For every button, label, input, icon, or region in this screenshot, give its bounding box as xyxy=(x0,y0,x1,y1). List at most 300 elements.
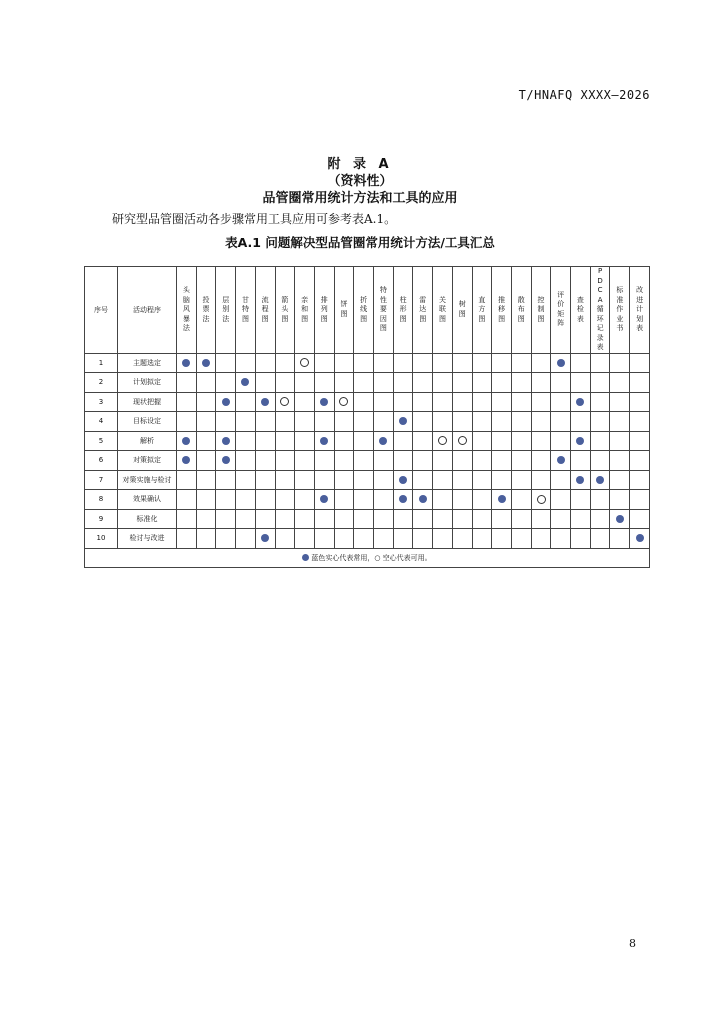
tool-cell xyxy=(236,392,256,412)
tool-cell xyxy=(610,451,630,471)
tool-cell xyxy=(334,373,354,393)
tool-cell xyxy=(551,353,571,373)
tool-cell xyxy=(413,470,433,490)
tool-cell xyxy=(354,509,374,529)
tool-cell xyxy=(590,353,610,373)
tool-cell xyxy=(433,490,453,510)
header-tool-label: 树图 xyxy=(458,300,466,318)
tool-cell xyxy=(393,353,413,373)
tool-cell xyxy=(413,412,433,432)
tool-cell xyxy=(314,529,334,549)
header-tool-label: 评价矩阵 xyxy=(557,290,565,328)
tool-cell xyxy=(196,509,216,529)
tool-cell xyxy=(295,490,315,510)
header-tool-label: 控制图 xyxy=(537,295,545,323)
tool-cell xyxy=(275,412,295,432)
tool-cell xyxy=(472,490,492,510)
tool-cell xyxy=(413,509,433,529)
tool-cell xyxy=(452,412,472,432)
tool-cell xyxy=(275,490,295,510)
tool-cell xyxy=(413,353,433,373)
tool-cell xyxy=(531,509,551,529)
tool-cell xyxy=(571,509,591,529)
tool-cell xyxy=(610,373,630,393)
tool-cell xyxy=(531,470,551,490)
tool-cell xyxy=(571,529,591,549)
header-tool-label: 特性要因图 xyxy=(379,286,387,332)
hollow-dot-icon xyxy=(438,436,447,445)
tool-cell xyxy=(610,529,630,549)
header-tool-label: 关联图 xyxy=(438,295,446,323)
solid-dot-icon xyxy=(241,378,249,386)
tool-cell xyxy=(630,353,650,373)
solid-dot-icon xyxy=(261,534,269,542)
solid-dot-icon xyxy=(557,456,565,464)
tool-cell xyxy=(334,490,354,510)
tool-cell xyxy=(433,509,453,529)
tool-cell xyxy=(196,529,216,549)
tool-cell xyxy=(531,529,551,549)
tool-cell xyxy=(354,490,374,510)
tool-cell xyxy=(196,451,216,471)
table-row xyxy=(85,509,650,529)
tool-cell xyxy=(610,509,630,529)
header-tool-label: 饼图 xyxy=(340,300,348,318)
tool-cell xyxy=(295,392,315,412)
solid-dot-icon xyxy=(379,437,387,445)
header-tool-label: 箭头图 xyxy=(281,295,289,323)
tool-cell xyxy=(374,412,394,432)
tool-cell xyxy=(472,509,492,529)
tool-cell xyxy=(255,373,275,393)
step-number: 2 xyxy=(85,373,118,393)
document-code: T/HNAFQ XXXX—2026 xyxy=(518,88,650,102)
header-tool-label: 投票法 xyxy=(202,295,210,323)
tool-cell xyxy=(551,412,571,432)
header-tool xyxy=(354,267,374,354)
tool-cell xyxy=(590,529,610,549)
tool-cell xyxy=(413,431,433,451)
tool-cell xyxy=(531,451,551,471)
tool-cell xyxy=(177,353,197,373)
tool-cell xyxy=(492,412,512,432)
tool-cell xyxy=(374,353,394,373)
tool-cell xyxy=(571,490,591,510)
tool-cell xyxy=(630,412,650,432)
tool-cell xyxy=(531,392,551,412)
step-number: 6 xyxy=(85,451,118,471)
header-tool-label: 头脑风暴法 xyxy=(182,286,190,332)
tool-cell xyxy=(511,451,531,471)
solid-dot-icon xyxy=(182,437,190,445)
tool-cell xyxy=(275,470,295,490)
tool-cell xyxy=(236,412,256,432)
header-tool xyxy=(472,267,492,354)
tool-cell xyxy=(295,470,315,490)
tool-cell xyxy=(571,431,591,451)
tool-cell xyxy=(177,509,197,529)
tool-cell xyxy=(571,470,591,490)
tool-cell xyxy=(354,451,374,471)
tool-cell xyxy=(571,373,591,393)
tools-table xyxy=(84,266,650,568)
solid-dot-icon xyxy=(222,398,230,406)
step-name: 对策实施与检讨 xyxy=(118,470,177,490)
legend xyxy=(85,548,650,567)
tool-cell xyxy=(433,431,453,451)
tool-cell xyxy=(216,490,236,510)
tool-cell xyxy=(354,353,374,373)
hollow-dot-icon xyxy=(300,358,309,367)
header-tool-label: PDCA循环记录表 xyxy=(596,267,604,351)
tool-cell xyxy=(393,470,413,490)
tool-cell xyxy=(393,451,413,471)
table-row xyxy=(85,431,650,451)
tool-cell xyxy=(255,529,275,549)
tool-cell xyxy=(314,470,334,490)
solid-dot-icon xyxy=(616,515,624,523)
appendix-title: 附 录 A xyxy=(327,157,393,172)
tool-cell xyxy=(374,509,394,529)
solid-dot-icon xyxy=(222,437,230,445)
tool-cell xyxy=(177,490,197,510)
tool-cell xyxy=(630,373,650,393)
header-tool xyxy=(492,267,512,354)
tool-cell xyxy=(177,392,197,412)
tool-cell xyxy=(413,490,433,510)
solid-dot-icon xyxy=(222,456,230,464)
header-tool xyxy=(571,267,591,354)
step-number: 8 xyxy=(85,490,118,510)
header-tool xyxy=(590,267,610,354)
table-caption: 表A.1 问题解决型品管圈常用统计方法/工具汇总 xyxy=(225,235,495,250)
tool-cell xyxy=(433,412,453,432)
tool-cell xyxy=(314,490,334,510)
tool-cell xyxy=(216,373,236,393)
tool-cell xyxy=(492,373,512,393)
table-row xyxy=(85,392,650,412)
tool-cell xyxy=(374,529,394,549)
tool-cell xyxy=(630,509,650,529)
tool-cell xyxy=(610,490,630,510)
tool-cell xyxy=(413,451,433,471)
tool-cell xyxy=(452,451,472,471)
tool-cell xyxy=(610,353,630,373)
tool-cell xyxy=(196,392,216,412)
tool-cell xyxy=(492,470,512,490)
header-tool xyxy=(393,267,413,354)
table-row xyxy=(85,373,650,393)
header-tool xyxy=(511,267,531,354)
tool-cell xyxy=(472,431,492,451)
tool-cell xyxy=(236,529,256,549)
tool-cell xyxy=(610,412,630,432)
tool-cell xyxy=(531,353,551,373)
tool-cell xyxy=(354,470,374,490)
tool-cell xyxy=(511,509,531,529)
tool-cell xyxy=(314,373,334,393)
header-tool xyxy=(610,267,630,354)
tool-cell xyxy=(275,509,295,529)
header-tool xyxy=(196,267,216,354)
solid-dot-icon xyxy=(419,495,427,503)
step-number: 1 xyxy=(85,353,118,373)
tool-cell xyxy=(216,431,236,451)
header-tool-label: 查检表 xyxy=(576,295,584,323)
step-name: 解析 xyxy=(118,431,177,451)
tool-cell xyxy=(334,509,354,529)
tool-cell xyxy=(314,431,334,451)
tool-cell xyxy=(452,490,472,510)
tool-cell xyxy=(374,490,394,510)
tool-cell xyxy=(433,392,453,412)
tool-cell xyxy=(452,470,472,490)
hollow-dot-icon xyxy=(339,397,348,406)
tool-cell xyxy=(472,529,492,549)
appendix-subject: 品管圈常用统计方法和工具的应用 xyxy=(262,191,458,206)
tool-cell xyxy=(472,470,492,490)
solid-dot-icon xyxy=(399,476,407,484)
header-tool xyxy=(275,267,295,354)
tool-cell xyxy=(236,509,256,529)
tool-cell xyxy=(531,490,551,510)
tool-cell xyxy=(275,529,295,549)
tool-cell xyxy=(630,392,650,412)
tool-cell xyxy=(295,412,315,432)
tool-cell xyxy=(472,353,492,373)
tool-cell xyxy=(551,470,571,490)
tool-cell xyxy=(314,392,334,412)
tool-cell xyxy=(196,412,216,432)
header-tool xyxy=(236,267,256,354)
tool-cell xyxy=(610,431,630,451)
step-number: 4 xyxy=(85,412,118,432)
tool-cell xyxy=(255,431,275,451)
tool-cell xyxy=(177,431,197,451)
solid-dot-icon xyxy=(576,476,584,484)
tool-cell xyxy=(354,529,374,549)
tool-cell xyxy=(393,490,413,510)
header-tool-label: 层别法 xyxy=(222,295,230,323)
page-number: 8 xyxy=(629,937,636,950)
step-number: 10 xyxy=(85,529,118,549)
hollow-dot-icon xyxy=(280,397,289,406)
tool-cell xyxy=(511,431,531,451)
tool-cell xyxy=(551,509,571,529)
tool-cell xyxy=(255,470,275,490)
header-tool xyxy=(551,267,571,354)
tool-cell xyxy=(413,373,433,393)
step-name: 效果确认 xyxy=(118,490,177,510)
step-number: 3 xyxy=(85,392,118,412)
header-tool xyxy=(177,267,197,354)
tool-cell xyxy=(354,392,374,412)
tool-cell xyxy=(295,373,315,393)
step-number: 9 xyxy=(85,509,118,529)
tool-cell xyxy=(393,412,413,432)
tool-cell xyxy=(452,353,472,373)
tool-cell xyxy=(196,431,216,451)
step-name: 目标设定 xyxy=(118,412,177,432)
tool-cell xyxy=(216,470,236,490)
hollow-dot-icon xyxy=(458,436,467,445)
header-tool-label: 甘特图 xyxy=(241,295,249,323)
tool-cell xyxy=(255,451,275,471)
tool-cell xyxy=(216,529,236,549)
solid-dot-icon xyxy=(576,398,584,406)
tool-cell xyxy=(590,509,610,529)
tool-cell xyxy=(236,451,256,471)
header-tool xyxy=(255,267,275,354)
step-name: 计划拟定 xyxy=(118,373,177,393)
intro-paragraph: 研究型品管圈活动各步骤常用工具应用可参考表A.1。 xyxy=(112,212,397,226)
tool-cell xyxy=(196,373,216,393)
header-tool xyxy=(334,267,354,354)
tool-cell xyxy=(551,490,571,510)
tool-cell xyxy=(630,451,650,471)
solid-dot-icon xyxy=(202,359,210,367)
table-row xyxy=(85,470,650,490)
tool-cell xyxy=(630,529,650,549)
solid-dot-icon xyxy=(182,456,190,464)
tool-cell xyxy=(492,490,512,510)
tool-cell xyxy=(452,509,472,529)
tool-cell xyxy=(334,529,354,549)
tool-cell xyxy=(374,373,394,393)
legend-text: 蓝色实心代表常用，○ 空心代表可用。 xyxy=(311,553,432,562)
tool-cell xyxy=(433,470,453,490)
tool-cell xyxy=(531,431,551,451)
header-step: 活动程序 xyxy=(118,267,177,354)
tool-cell xyxy=(236,470,256,490)
tool-cell xyxy=(433,451,453,471)
tool-cell xyxy=(177,451,197,471)
solid-dot-icon xyxy=(576,437,584,445)
table-row xyxy=(85,529,650,549)
tool-cell xyxy=(511,490,531,510)
tool-cell xyxy=(275,353,295,373)
tool-cell xyxy=(571,412,591,432)
tool-cell xyxy=(590,412,610,432)
tool-cell xyxy=(255,490,275,510)
tool-cell xyxy=(472,373,492,393)
tool-cell xyxy=(511,353,531,373)
tool-cell xyxy=(571,353,591,373)
solid-dot-icon xyxy=(498,495,506,503)
legend-row xyxy=(85,548,650,567)
tool-cell xyxy=(314,353,334,373)
tool-cell xyxy=(275,373,295,393)
step-name: 现状把握 xyxy=(118,392,177,412)
tool-cell xyxy=(452,373,472,393)
tool-cell xyxy=(314,509,334,529)
tool-cell xyxy=(393,529,413,549)
tool-cell xyxy=(275,431,295,451)
tool-cell xyxy=(452,392,472,412)
header-tool-label: 散布图 xyxy=(517,295,525,323)
tool-cell xyxy=(452,529,472,549)
tool-cell xyxy=(236,353,256,373)
tool-cell xyxy=(177,412,197,432)
table-row xyxy=(85,353,650,373)
solid-dot-icon xyxy=(399,495,407,503)
header-tool-label: 亲和图 xyxy=(301,295,309,323)
step-name: 对策拟定 xyxy=(118,451,177,471)
tool-cell xyxy=(236,431,256,451)
tool-cell xyxy=(334,431,354,451)
header-tool xyxy=(216,267,236,354)
tool-cell xyxy=(590,392,610,412)
step-number: 5 xyxy=(85,431,118,451)
header-tool xyxy=(433,267,453,354)
header-tool-label: 柱形图 xyxy=(399,295,407,323)
solid-dot-icon xyxy=(399,417,407,425)
tool-cell xyxy=(630,431,650,451)
table-row xyxy=(85,451,650,471)
tool-cell xyxy=(492,353,512,373)
tool-cell xyxy=(216,412,236,432)
solid-dot-icon xyxy=(557,359,565,367)
tool-cell xyxy=(295,529,315,549)
tool-cell xyxy=(551,451,571,471)
tool-cell xyxy=(393,431,413,451)
tool-cell xyxy=(177,529,197,549)
tool-cell xyxy=(590,431,610,451)
tool-cell xyxy=(295,431,315,451)
header-tool-label: 雷达图 xyxy=(419,295,427,323)
header-tool-label: 折线图 xyxy=(360,295,368,323)
tool-cell xyxy=(433,529,453,549)
header-no: 序号 xyxy=(85,267,118,354)
tool-cell xyxy=(413,529,433,549)
solid-dot-icon xyxy=(302,554,309,561)
tool-cell xyxy=(590,490,610,510)
tool-cell xyxy=(551,373,571,393)
tool-cell xyxy=(590,451,610,471)
solid-dot-icon xyxy=(320,437,328,445)
header-tool xyxy=(295,267,315,354)
tool-cell xyxy=(374,470,394,490)
header-tool xyxy=(374,267,394,354)
tool-cell xyxy=(374,431,394,451)
tool-cell xyxy=(492,509,512,529)
appendix-nature: （资料性） xyxy=(327,174,393,189)
header-tool-label: 直方图 xyxy=(478,295,486,323)
tool-cell xyxy=(551,392,571,412)
tool-cell xyxy=(492,451,512,471)
tool-cell xyxy=(196,470,216,490)
table-row xyxy=(85,490,650,510)
tool-cell xyxy=(511,529,531,549)
tool-cell xyxy=(334,392,354,412)
header-tool xyxy=(413,267,433,354)
tool-cell xyxy=(275,392,295,412)
tool-cell xyxy=(275,451,295,471)
tool-cell xyxy=(590,470,610,490)
header-tool-label: 流程图 xyxy=(261,295,269,323)
header-tool xyxy=(531,267,551,354)
tool-cell xyxy=(295,451,315,471)
table-header-row xyxy=(85,267,650,354)
tool-cell xyxy=(492,431,512,451)
header-tool-label: 改进计划表 xyxy=(636,286,644,332)
header-tool xyxy=(452,267,472,354)
tool-cell xyxy=(255,412,275,432)
tool-cell xyxy=(511,412,531,432)
table-row xyxy=(85,412,650,432)
tool-cell xyxy=(216,353,236,373)
tool-cell xyxy=(393,392,413,412)
